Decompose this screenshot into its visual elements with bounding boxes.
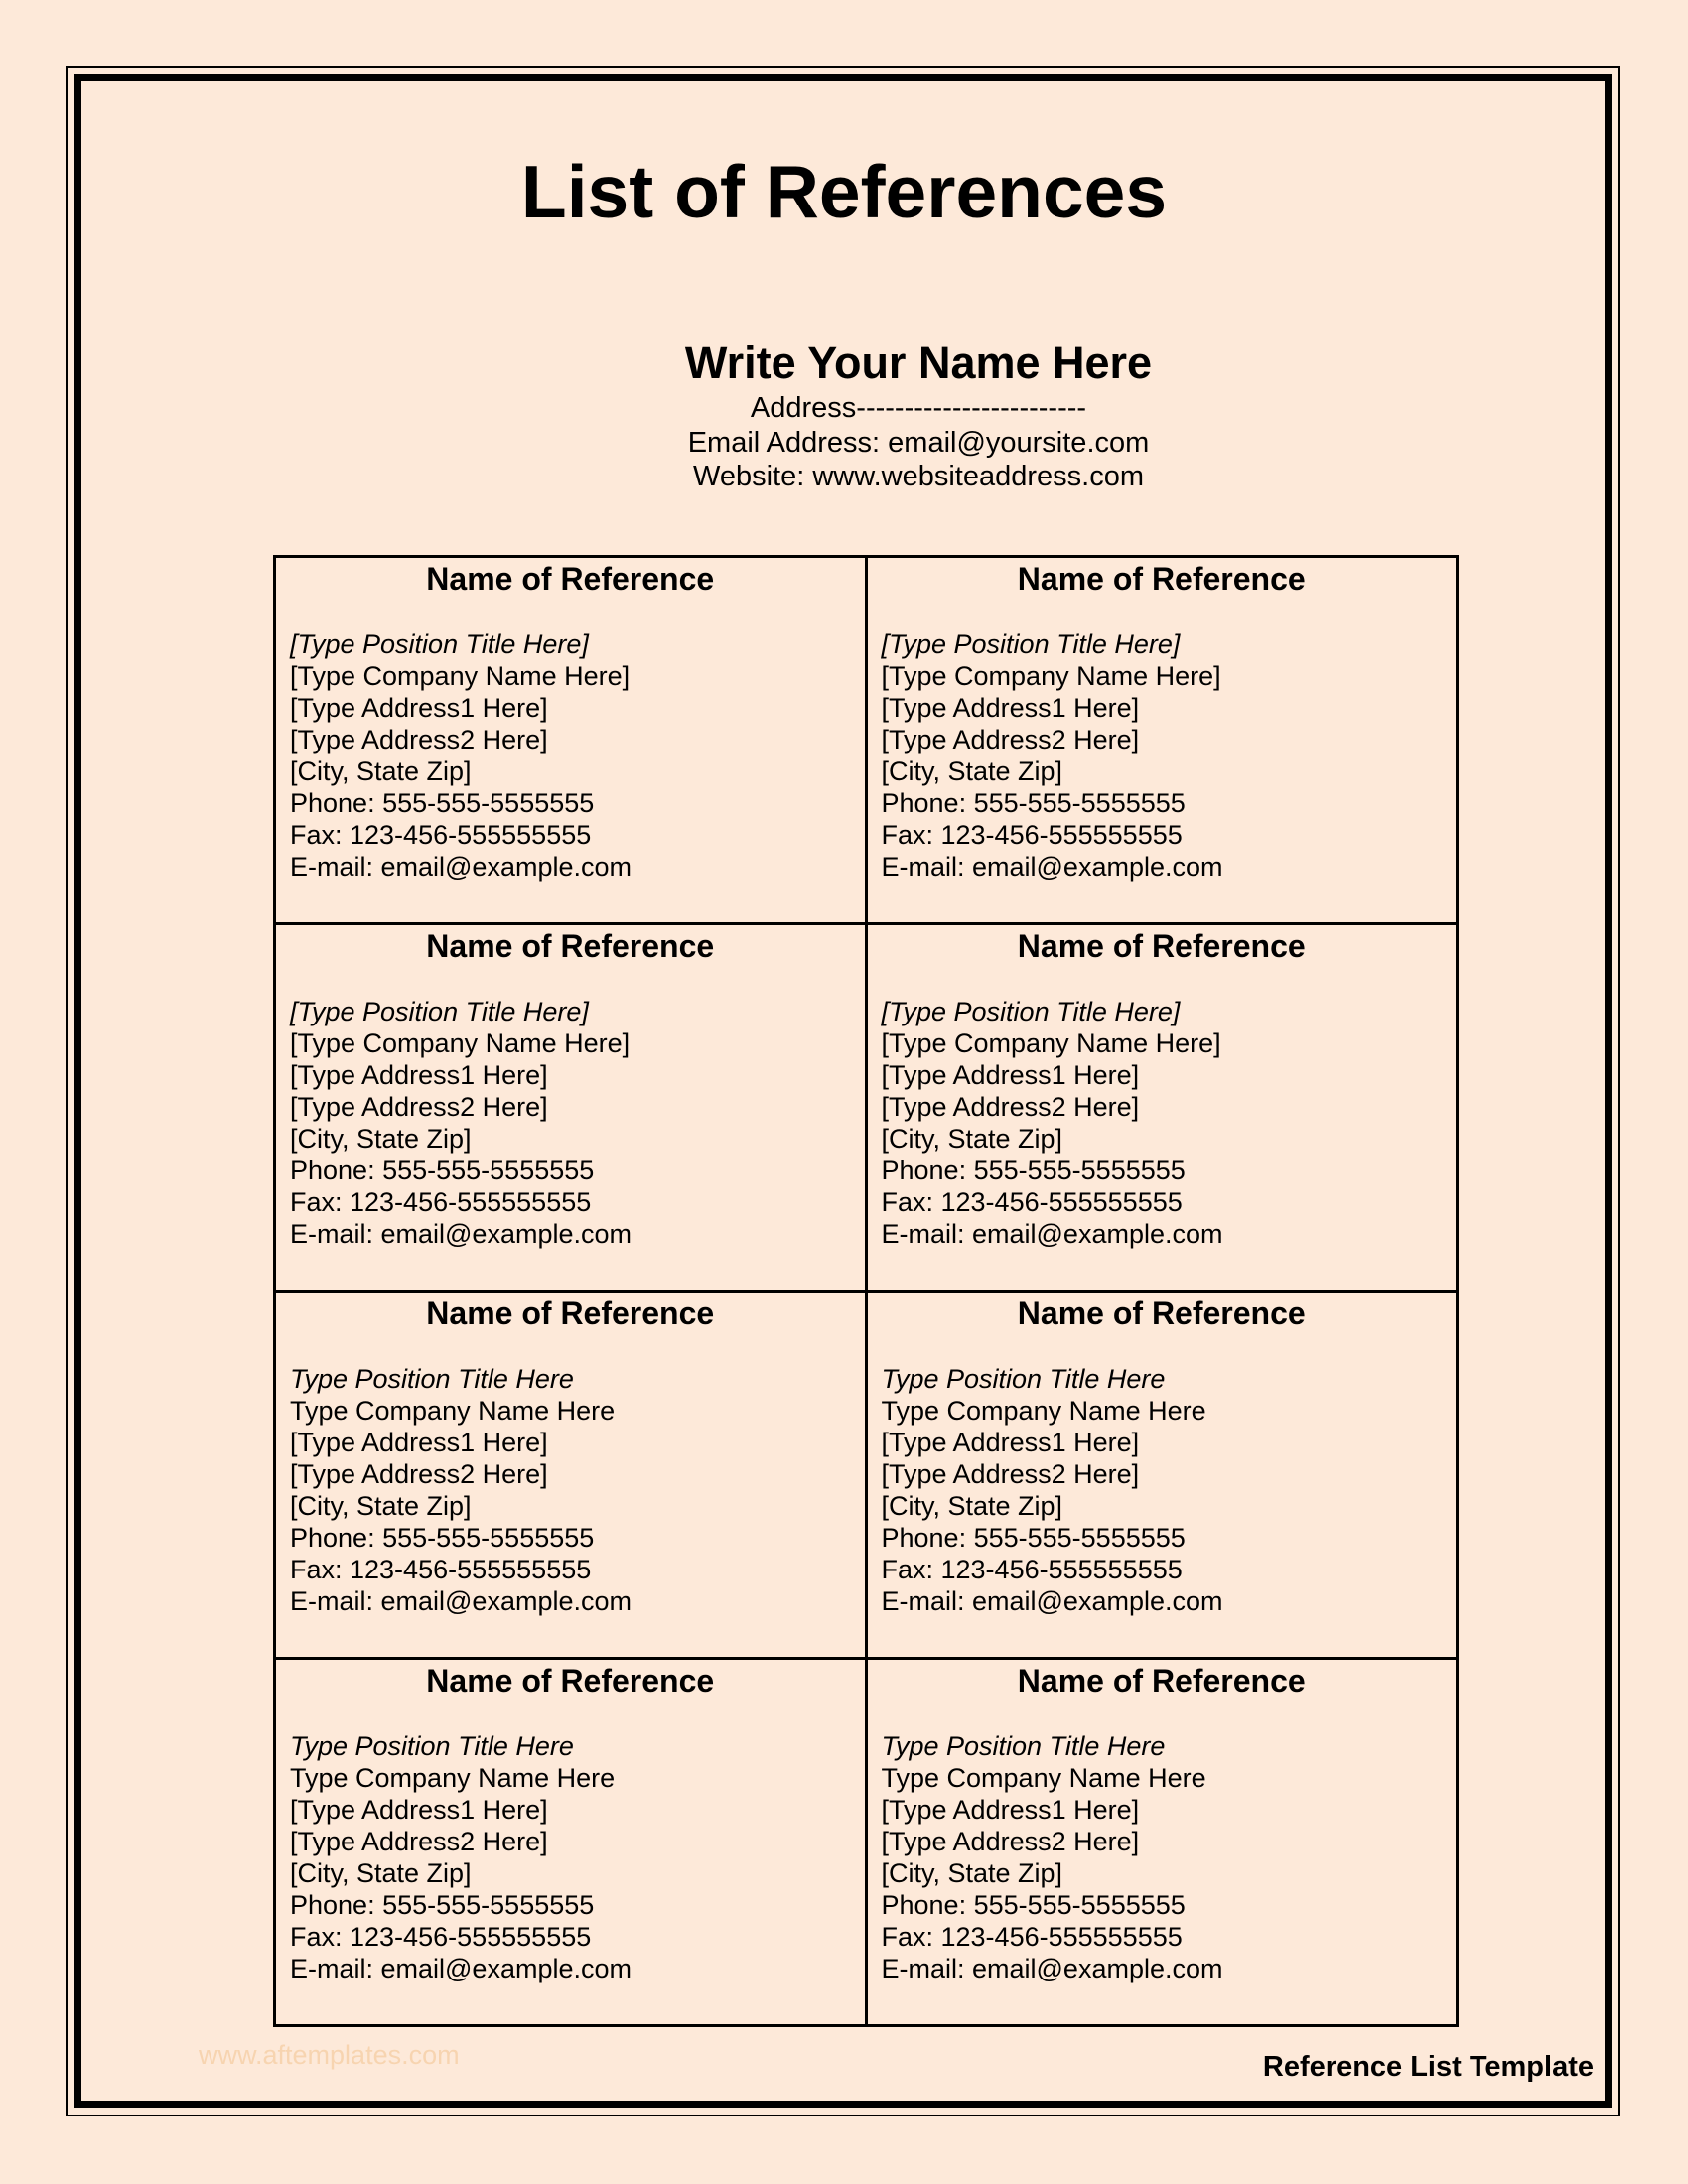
reference-card [275, 557, 867, 924]
reference-address2: [Type Address2 Here] [881, 1827, 1140, 1856]
reference-phone: Phone: 555-555-5555555 [881, 788, 1186, 818]
reference-card [275, 1292, 867, 1659]
reference-address2: [Type Address2 Here] [290, 1827, 548, 1856]
applicant-email: Email Address: email@yoursite.com [687, 426, 1150, 459]
references-row [275, 1659, 1458, 2026]
reference-address1: [Type Address1 Here] [290, 1795, 548, 1825]
reference-email: E-mail: email@example.com [881, 1954, 1223, 1983]
references-row [275, 924, 1458, 1292]
reference-email: E-mail: email@example.com [290, 1586, 632, 1616]
reference-position: [Type Position Title Here] [881, 997, 1181, 1026]
reference-position: Type Position Title Here [881, 1364, 1166, 1394]
reference-address1: [Type Address1 Here] [881, 693, 1140, 723]
reference-company: [Type Company Name Here] [881, 1028, 1221, 1058]
reference-phone: Phone: 555-555-5555555 [290, 1156, 595, 1185]
reference-email: E-mail: email@example.com [881, 1219, 1223, 1249]
reference-fax: Fax: 123-456-555555555 [290, 1187, 592, 1217]
reference-fax: Fax: 123-456-555555555 [881, 1555, 1183, 1584]
reference-position: [Type Position Title Here] [290, 997, 589, 1026]
reference-city: [City, State Zip] [290, 756, 472, 786]
reference-company: Type Company Name Here [290, 1396, 616, 1426]
reference-address1: [Type Address1 Here] [290, 693, 548, 723]
reference-name: Name of Reference [426, 1296, 715, 1331]
references-row [275, 557, 1458, 924]
reference-card [275, 1659, 867, 2026]
reference-name: Name of Reference [1017, 928, 1306, 964]
reference-fax: Fax: 123-456-555555555 [881, 820, 1183, 850]
reference-fax: Fax: 123-456-555555555 [881, 1922, 1183, 1952]
reference-company: [Type Company Name Here] [290, 1028, 631, 1058]
reference-company: [Type Company Name Here] [290, 661, 631, 691]
reference-address1: [Type Address1 Here] [290, 1060, 548, 1090]
reference-position: [Type Position Title Here] [881, 629, 1181, 659]
applicant-name: Write Your Name Here [684, 338, 1153, 388]
reference-address1: [Type Address1 Here] [881, 1428, 1140, 1457]
reference-email: E-mail: email@example.com [881, 852, 1223, 882]
reference-city: [City, State Zip] [881, 1858, 1063, 1888]
reference-name: Name of Reference [1017, 1296, 1306, 1331]
reference-phone: Phone: 555-555-5555555 [881, 1156, 1186, 1185]
document-title: List of References [520, 150, 1168, 233]
reference-card [866, 1659, 1458, 2026]
reference-address2: [Type Address2 Here] [881, 1459, 1140, 1489]
reference-card [866, 1292, 1458, 1659]
reference-fax: Fax: 123-456-555555555 [290, 1922, 592, 1952]
reference-city: [City, State Zip] [290, 1858, 472, 1888]
reference-phone: Phone: 555-555-5555555 [290, 1890, 595, 1920]
reference-card [866, 557, 1458, 924]
reference-company: Type Company Name Here [881, 1763, 1206, 1793]
reference-company: Type Company Name Here [290, 1763, 616, 1793]
reference-address2: [Type Address2 Here] [290, 725, 548, 754]
reference-company: [Type Company Name Here] [881, 661, 1221, 691]
reference-position: Type Position Title Here [881, 1731, 1166, 1761]
reference-email: E-mail: email@example.com [290, 1954, 632, 1983]
reference-fax: Fax: 123-456-555555555 [881, 1187, 1183, 1217]
reference-fax: Fax: 123-456-555555555 [290, 1555, 592, 1584]
applicant-header [0, 336, 1688, 494]
reference-position: Type Position Title Here [290, 1364, 574, 1394]
reference-position: Type Position Title Here [290, 1731, 574, 1761]
reference-email: E-mail: email@example.com [881, 1586, 1223, 1616]
reference-address1: [Type Address1 Here] [881, 1795, 1140, 1825]
reference-address1: [Type Address1 Here] [290, 1428, 548, 1457]
reference-card [275, 924, 867, 1292]
applicant-website: Website: www.websiteaddress.com [693, 461, 1144, 492]
applicant-address: Address------------------------ [750, 392, 1087, 424]
reference-email: E-mail: email@example.com [290, 852, 632, 882]
reference-name: Name of Reference [426, 1663, 715, 1699]
footer-label: Reference List Template [1262, 2051, 1594, 2083]
reference-city: [City, State Zip] [290, 1491, 472, 1521]
reference-name: Name of Reference [1017, 1663, 1306, 1699]
reference-fax: Fax: 123-456-555555555 [290, 820, 592, 850]
reference-city: [City, State Zip] [881, 1124, 1063, 1154]
reference-name: Name of Reference [426, 928, 715, 964]
reference-phone: Phone: 555-555-5555555 [290, 788, 595, 818]
references-row [275, 1292, 1458, 1659]
reference-phone: Phone: 555-555-5555555 [881, 1890, 1186, 1920]
reference-address2: [Type Address2 Here] [290, 1092, 548, 1122]
reference-city: [City, State Zip] [881, 756, 1063, 786]
reference-address2: [Type Address2 Here] [881, 1092, 1140, 1122]
reference-name: Name of Reference [1017, 561, 1306, 597]
reference-address2: [Type Address2 Here] [290, 1459, 548, 1489]
reference-company: Type Company Name Here [881, 1396, 1206, 1426]
reference-phone: Phone: 555-555-5555555 [881, 1523, 1186, 1553]
references-table [273, 555, 1459, 2027]
reference-address2: [Type Address2 Here] [881, 725, 1140, 754]
reference-email: E-mail: email@example.com [290, 1219, 632, 1249]
watermark-text: www.aftemplates.com [199, 2040, 460, 2070]
reference-phone: Phone: 555-555-5555555 [290, 1523, 595, 1553]
reference-city: [City, State Zip] [881, 1491, 1063, 1521]
reference-position: [Type Position Title Here] [290, 629, 589, 659]
reference-card [866, 924, 1458, 1292]
reference-name: Name of Reference [426, 561, 715, 597]
reference-address1: [Type Address1 Here] [881, 1060, 1140, 1090]
reference-city: [City, State Zip] [290, 1124, 472, 1154]
